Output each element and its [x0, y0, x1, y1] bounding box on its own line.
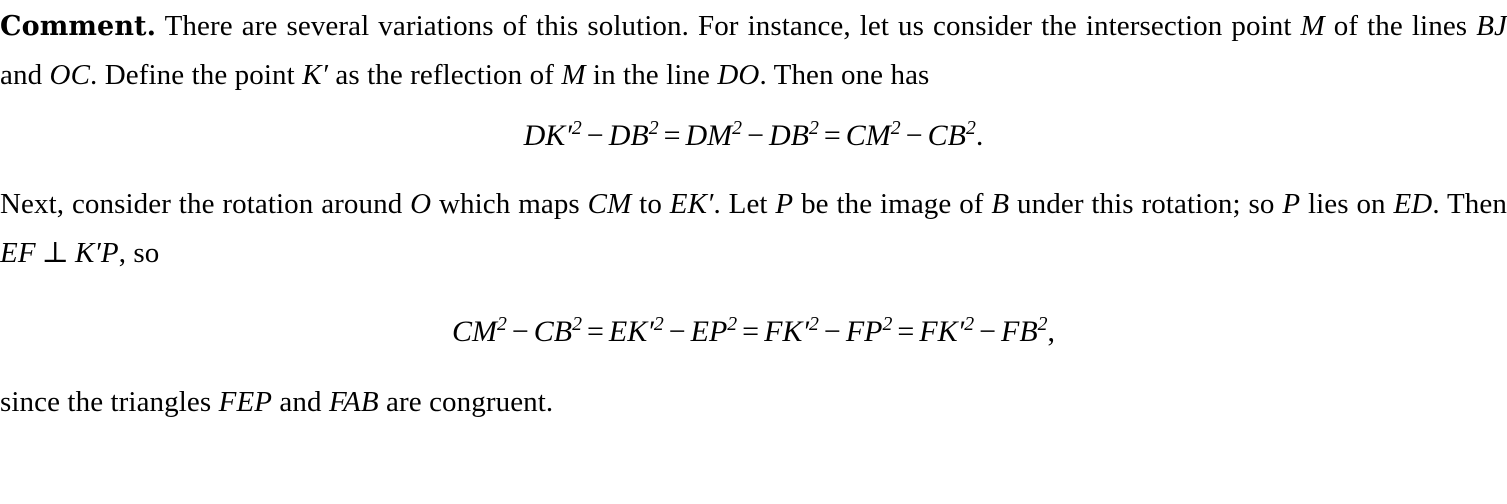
paragraph-2-text-9: , so: [118, 237, 160, 269]
paragraph-3-text-2: and: [272, 386, 329, 418]
paragraph-1-text-6: in the line: [585, 59, 718, 91]
equation-2-op-minus-2: −: [668, 315, 686, 348]
equation-2-op-minus-4: −: [979, 315, 996, 348]
paragraph-2-text-7: lies on: [1300, 188, 1394, 220]
equation-1-op-equals-2: =: [823, 119, 841, 152]
comment-paragraph: [0, 2, 1507, 100]
math-point-o: O: [410, 188, 432, 220]
paragraph-1-text-3: and: [0, 59, 50, 91]
equation-2-op-equals-1: =: [586, 315, 604, 348]
math-segment-kprimep: K′P: [75, 237, 119, 269]
equation-1-term-5: $CM^2$: [845, 117, 901, 152]
math-line-oc: OC: [49, 59, 91, 91]
paragraph-1-text-4: . Define the point: [90, 59, 303, 91]
math-line-do: DO: [717, 59, 760, 91]
equation-1-term-2: $DB^2$: [608, 117, 659, 152]
paragraph-2-text-3: to: [631, 188, 670, 220]
equation-1-op-minus-3: −: [905, 119, 923, 152]
math-segment-ekprime: EK′: [669, 188, 714, 220]
paragraph-1-text-1: There are several variations of this solution. For instance, let us consider the intersection point: [156, 10, 1301, 42]
math-point-m-2: M: [561, 59, 586, 91]
comment-label: Comment.: [0, 11, 157, 42]
equation-1-term-6: $CB^2$: [927, 117, 976, 152]
math-line-bj: BJ: [1476, 10, 1507, 42]
math-segment-ed: ED: [1393, 188, 1433, 220]
equation-1-op-equals-1: =: [663, 119, 681, 152]
paragraph-1-text-5: as the reflection of: [328, 59, 562, 91]
math-point-b: B: [991, 188, 1010, 220]
math-point-p: P: [775, 188, 794, 220]
paragraph-1-text-7: . Then one has: [759, 59, 930, 91]
equation-2-term-7: $FK'^2$: [919, 313, 975, 348]
equation-2: [0, 310, 1507, 354]
perpendicular-symbol: ⊥: [41, 237, 70, 269]
paragraph-2-text-4: . Let: [713, 188, 776, 220]
equation-1-term-4: $DB^2$: [768, 117, 819, 152]
equation-1-op-minus-1: −: [586, 119, 604, 152]
math-segment-ef: EF: [0, 237, 36, 269]
equation-1: [0, 114, 1507, 158]
equation-2-op-minus-1: −: [511, 315, 529, 348]
paragraph-2-text-6: under this rotation; so: [1009, 188, 1283, 220]
paragraph-2-text-1: Next, consider the rotation around: [0, 188, 411, 220]
equation-1-terminator: .: [975, 119, 984, 152]
equation-2-term-1: $CM^2$: [451, 313, 507, 348]
equation-2-term-6: $FP^2$: [845, 313, 893, 348]
math-triangle-fep: FEP: [218, 386, 273, 418]
equation-2-term-4: $EP^2$: [690, 313, 738, 348]
equation-2-term-5: $FK'^2$: [764, 313, 819, 348]
equation-2-op-minus-3: −: [823, 315, 841, 348]
paragraph-3-text-3: are congruent.: [378, 386, 554, 418]
paragraph-1-text-2: of the lines: [1324, 10, 1477, 42]
equation-2-terminator: ,: [1047, 315, 1056, 348]
math-point-kprime: K′: [302, 59, 329, 91]
paragraph-3-text-1: since the triangles: [0, 386, 219, 418]
equation-2-term-3: $EK'^2$: [608, 313, 664, 348]
rotation-paragraph: [0, 180, 1507, 278]
math-segment-cm: CM: [587, 188, 632, 220]
equation-2-term-8: $FB^2$: [1001, 313, 1048, 348]
equation-1-op-minus-2: −: [747, 119, 764, 152]
equation-2-op-equals-2: =: [742, 315, 760, 348]
paragraph-2-text-8: . Then: [1432, 188, 1507, 220]
equation-2-op-equals-3: =: [897, 315, 915, 348]
math-triangle-fab: FAB: [328, 386, 379, 418]
equation-2-term-2: $CB^2$: [533, 313, 582, 348]
math-point-m: M: [1300, 10, 1325, 42]
equation-1-term-3: $DM^2$: [685, 117, 743, 152]
equation-1-term-1: $DK'^2$: [523, 117, 582, 152]
math-point-p-2: P: [1282, 188, 1301, 220]
document-page: [0, 2, 1507, 504]
paragraph-2-text-5: be the image of: [793, 188, 992, 220]
paragraph-2-text-2: which maps: [431, 188, 588, 220]
congruence-paragraph: [0, 378, 1507, 427]
